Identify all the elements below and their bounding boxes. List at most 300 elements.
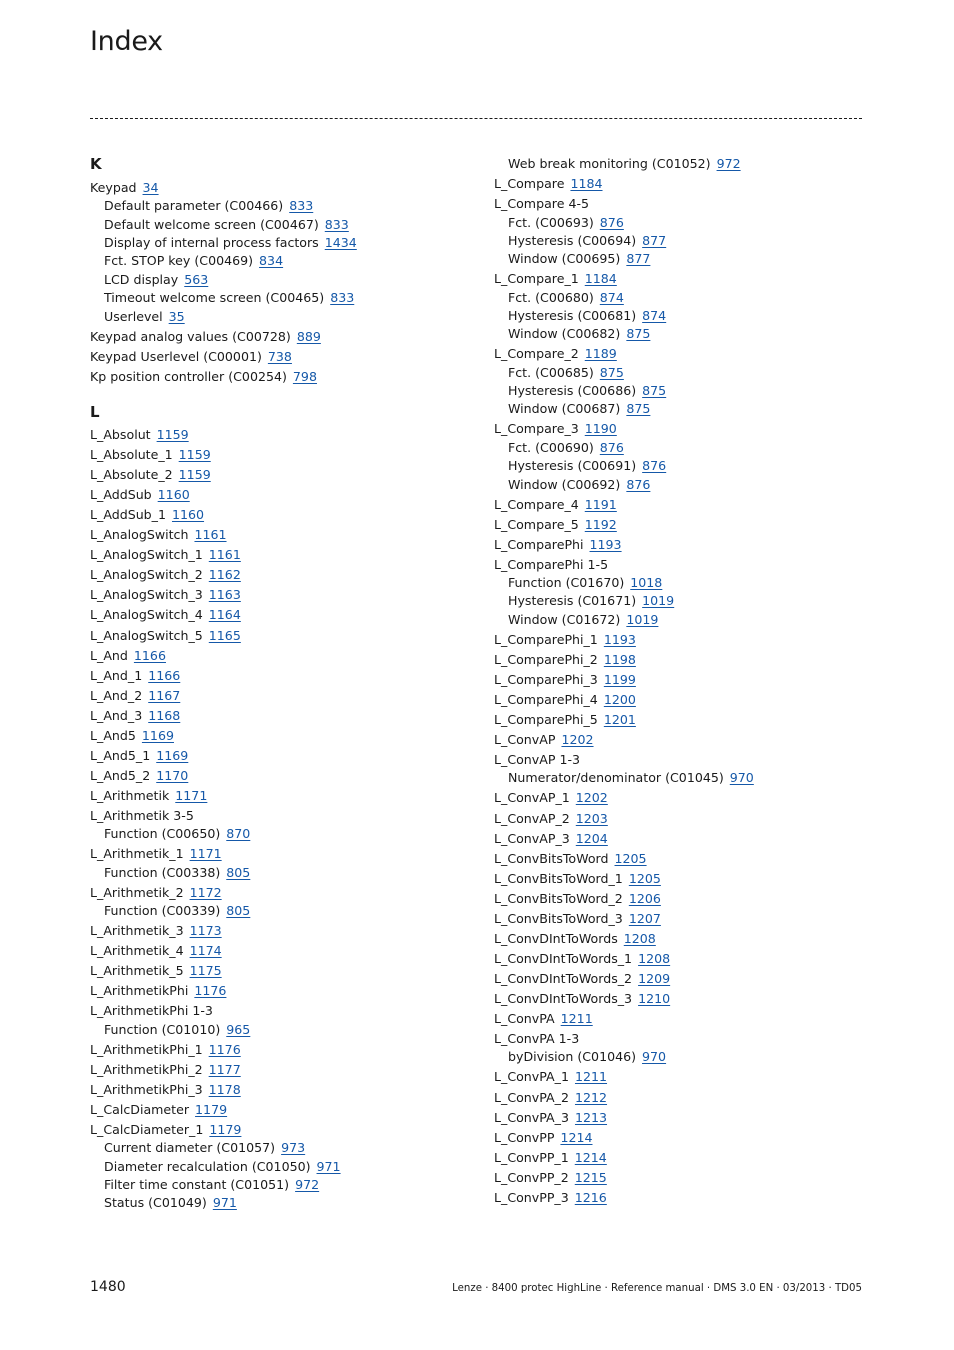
entry-label: L_ArithmetikPhi (90, 983, 189, 999)
entry-label: L_Arithmetik_2 (90, 884, 184, 900)
page-reference-link[interactable]: 1178 (208, 1081, 241, 1097)
index-subentry (508, 476, 650, 494)
index-entry (90, 667, 180, 685)
page-reference-link[interactable]: 1166 (148, 667, 181, 683)
entry-label: L_AnalogSwitch_3 (90, 587, 203, 603)
index-subentry (104, 864, 250, 882)
index-entry (90, 727, 174, 745)
entry-label: Hysteresis (C00694) (508, 232, 637, 248)
index-subentry (508, 457, 666, 475)
index-entry (90, 942, 222, 960)
page-reference-link[interactable]: 876 (642, 458, 667, 474)
page-reference-link[interactable]: 870 (226, 826, 251, 842)
page-reference-link[interactable]: 1215 (574, 1169, 607, 1185)
index-entry (494, 890, 661, 908)
entry-label: L_ConvPA_2 (494, 1089, 569, 1105)
entry-label: L_And_2 (90, 687, 143, 703)
page-reference-link[interactable]: 1205 (628, 870, 661, 886)
index-subentry (508, 382, 666, 400)
index-subentry (508, 289, 624, 307)
entry-label: L_ConvAP_1 (494, 790, 570, 806)
page-reference-link[interactable]: 1200 (603, 691, 636, 707)
index-subentry (508, 214, 624, 232)
page-reference-link[interactable]: 1192 (584, 516, 617, 532)
index-subentry (508, 574, 662, 592)
page-reference-link[interactable]: 1019 (642, 593, 675, 609)
entry-label: L_ConvBitsToWord_1 (494, 870, 623, 886)
entry-label: L_ArithmetikPhi_2 (90, 1061, 203, 1077)
page-reference-link[interactable]: 1172 (189, 884, 222, 900)
page-reference-link[interactable]: 1204 (575, 830, 608, 846)
entry-label: L_And5_2 (90, 767, 151, 783)
page-reference-link[interactable]: 1201 (603, 711, 636, 727)
entry-label: Window (C00687) (508, 401, 621, 417)
index-entry (90, 787, 207, 805)
index-subentry (104, 1139, 305, 1157)
index-entry (90, 426, 189, 444)
index-entry (90, 526, 227, 544)
page-reference-link[interactable]: 1208 (623, 930, 656, 946)
entry-label: L_ConvAP 1-3 (494, 752, 581, 767)
entry-label: L_AddSub (90, 487, 152, 503)
entry-label: L_ArithmetikPhi_1 (90, 1041, 203, 1057)
page-reference-link[interactable]: 35 (168, 308, 185, 324)
index-entry (90, 486, 190, 504)
page-reference-link[interactable]: 833 (330, 290, 355, 306)
index-subentry (104, 252, 283, 270)
entry-label: Numerator/denominator (C01045) (508, 770, 724, 786)
entry-label: Display of internal process factors (104, 235, 319, 250)
page-reference-link[interactable]: 833 (324, 216, 349, 232)
page-reference-link[interactable]: 1176 (194, 983, 227, 999)
entry-label: L_And5 (90, 727, 136, 743)
page-reference-link[interactable]: 1177 (208, 1061, 241, 1077)
index-entry (90, 1121, 241, 1139)
index-subentry (508, 592, 674, 610)
entry-label: Fct. (C00690) (508, 439, 594, 455)
page-reference-link[interactable]: 1190 (584, 421, 617, 437)
page-reference-link[interactable]: 563 (184, 271, 209, 287)
page-reference-link[interactable]: 1198 (603, 651, 636, 667)
page-reference-link[interactable]: 1184 (570, 176, 603, 192)
entry-label: L_ConvDIntToWords (494, 930, 618, 946)
index-subentry (104, 1194, 237, 1212)
index-subentry (104, 902, 250, 920)
page-reference-link[interactable]: 1019 (626, 611, 659, 627)
page-reference-link[interactable]: 877 (642, 232, 667, 248)
page-reference-link[interactable]: 875 (642, 383, 667, 398)
entry-label: Keypad (90, 180, 137, 195)
index-entry (90, 1081, 241, 1099)
page-reference-link[interactable]: 1214 (574, 1149, 607, 1165)
page-reference-link[interactable]: 1205 (614, 850, 647, 866)
index-entry (494, 910, 661, 928)
section-letter-l: L (90, 403, 100, 421)
entry-label: L_CalcDiameter (90, 1101, 190, 1117)
index-entry (90, 506, 204, 524)
entry-label: L_AnalogSwitch_4 (90, 607, 203, 623)
entry-label: L_ConvPA (494, 1011, 555, 1026)
page-reference-link[interactable]: 1211 (574, 1069, 608, 1085)
page-reference-link[interactable]: 1174 (189, 943, 222, 959)
entry-label: L_AnalogSwitch_1 (90, 547, 203, 563)
entry-label: L_ComparePhi_3 (494, 671, 598, 687)
page-reference-link[interactable]: 971 (212, 1195, 237, 1211)
index-entry (494, 671, 636, 689)
page-reference-link[interactable]: 1168 (148, 707, 181, 723)
page-reference-link[interactable]: 1210 (638, 990, 671, 1006)
entry-label: Window (C00692) (508, 476, 621, 492)
entry-label: Fct. (C00685) (508, 364, 594, 380)
page-reference-link[interactable]: 1184 (584, 271, 617, 287)
index-entry (494, 751, 580, 769)
page-reference-link[interactable]: 1212 (574, 1089, 608, 1105)
page-reference-link[interactable]: 1214 (560, 1129, 593, 1145)
entry-label: Function (C00650) (104, 826, 221, 842)
index-entry (494, 345, 617, 363)
index-entry (90, 1061, 241, 1079)
index-subentry (508, 364, 624, 382)
index-subentry (508, 400, 650, 418)
entry-label: L_AnalogSwitch (90, 527, 189, 543)
page-reference-link[interactable]: 834 (259, 253, 284, 269)
entry-label: Hysteresis (C00686) (508, 383, 637, 398)
entry-label: L_Arithmetik_5 (90, 963, 184, 979)
index-entry (90, 446, 211, 464)
index-subentry (508, 307, 666, 325)
index-entry (494, 651, 636, 669)
index-entry (494, 850, 647, 868)
index-entry (494, 1149, 607, 1167)
page-reference-link[interactable]: 798 (292, 368, 317, 384)
entry-label: L_ConvPA 1-3 (494, 1031, 580, 1046)
index-entry (90, 179, 159, 197)
page-reference-link[interactable]: 1193 (589, 536, 622, 552)
index-entry (494, 420, 617, 438)
page-reference-link[interactable]: 1159 (178, 447, 211, 463)
entry-label: Status (C01049) (104, 1195, 207, 1211)
entry-label: Timeout welcome screen (C00465) (104, 290, 325, 306)
entry-label: L_AnalogSwitch_2 (90, 567, 203, 583)
entry-label: Default parameter (C00466) (104, 198, 284, 214)
entry-label: Hysteresis (C00691) (508, 458, 637, 474)
index-entry (494, 1129, 593, 1147)
page-reference-link[interactable]: 1159 (156, 427, 189, 442)
page-reference-link[interactable]: 1175 (189, 963, 222, 979)
index-entry (494, 1089, 607, 1107)
index-entry (494, 691, 636, 709)
index-entry (90, 606, 241, 624)
entry-label: L_ConvAP_3 (494, 830, 570, 846)
index-entry (90, 767, 188, 785)
page-reference-link[interactable]: 1159 (178, 467, 211, 483)
entry-label: L_ConvAP (494, 732, 556, 747)
page-reference-link[interactable]: 738 (267, 348, 292, 364)
index-entry (90, 962, 222, 980)
entry-label: L_Compare_1 (494, 271, 579, 287)
page-reference-link[interactable]: 1161 (194, 527, 227, 543)
index-entry (90, 1041, 241, 1059)
entry-label: Userlevel (104, 308, 163, 324)
index-entry (90, 586, 241, 604)
index-entry (90, 982, 226, 1000)
page-reference-link[interactable]: 805 (226, 864, 251, 880)
entry-label: L_ConvDIntToWords_2 (494, 970, 633, 986)
page-reference-link[interactable]: 1160 (157, 487, 190, 503)
entry-label: Function (C00339) (104, 903, 221, 919)
entry-label: L_ConvPP_2 (494, 1169, 569, 1185)
index-subentry (508, 325, 650, 343)
index-entry (90, 845, 222, 863)
index-entry (90, 922, 222, 940)
page-reference-link[interactable]: 874 (599, 289, 624, 305)
page-reference-link[interactable]: 833 (289, 198, 314, 214)
index-entry (90, 328, 321, 346)
page-reference-link[interactable]: 874 (642, 307, 667, 323)
index-entry (494, 870, 661, 888)
page-reference-link[interactable]: 1161 (208, 547, 241, 563)
entry-label: L_ConvBitsToWord (494, 850, 609, 866)
page-reference-link[interactable]: 1173 (189, 923, 222, 939)
entry-label: L_And (90, 647, 128, 663)
entry-label: Keypad Userlevel (C00001) (90, 348, 262, 364)
entry-label: Window (C01672) (508, 611, 621, 627)
page-reference-link[interactable]: 972 (295, 1177, 320, 1192)
entry-label: L_Arithmetik (90, 787, 170, 803)
page-reference-link[interactable]: 875 (626, 401, 651, 417)
index-entry (494, 810, 608, 828)
index-subentry (104, 1176, 319, 1194)
page-reference-link[interactable]: 805 (226, 903, 251, 919)
index-entry (90, 466, 211, 484)
page-reference-link[interactable]: 965 (226, 1021, 251, 1037)
index-entry (494, 516, 617, 534)
index-entry (90, 647, 166, 665)
index-entry (90, 546, 241, 564)
index-entry (494, 1068, 607, 1086)
entry-label: Function (C01670) (508, 575, 625, 590)
index-entry (494, 1109, 607, 1127)
index-subentry (104, 289, 354, 307)
page-reference-link[interactable]: 1206 (628, 890, 661, 906)
index-entry (90, 747, 188, 765)
page-reference-link[interactable]: 1171 (175, 787, 208, 803)
page-reference-link[interactable]: 1208 (638, 950, 671, 966)
entry-label: L_ConvPP_3 (494, 1189, 569, 1205)
entry-label: Filter time constant (C01051) (104, 1177, 290, 1192)
index-entry (494, 950, 670, 968)
page-reference-link[interactable]: 1166 (133, 647, 166, 663)
entry-label: L_And_1 (90, 667, 143, 683)
index-entry (494, 1189, 607, 1207)
page-reference-link[interactable]: 1176 (208, 1041, 241, 1057)
index-subentry (508, 611, 658, 629)
entry-label: L_Arithmetik_3 (90, 923, 184, 939)
index-entry (494, 930, 656, 948)
index-subentry (508, 769, 754, 787)
page-reference-link[interactable]: 1179 (209, 1121, 242, 1137)
entry-label: L_Absolute_2 (90, 467, 173, 483)
index-subentry (104, 234, 357, 252)
page-reference-link[interactable]: 876 (626, 476, 651, 492)
entry-label: L_ConvPP (494, 1129, 555, 1145)
page-reference-link[interactable]: 1162 (208, 567, 241, 583)
entry-label: L_ConvDIntToWords_3 (494, 990, 633, 1006)
index-subentry (508, 155, 741, 173)
footer-document-info: Lenze · 8400 protec HighLine · Reference manual · DMS 3.0 EN · 03/2013 · TD05 (452, 1283, 862, 1294)
entry-label: L_Compare_3 (494, 421, 579, 437)
entry-label: L_AnalogSwitch_5 (90, 627, 203, 643)
entry-label: L_ComparePhi_2 (494, 651, 598, 667)
index-entry (90, 368, 317, 386)
entry-label: Diameter recalculation (C01050) (104, 1158, 311, 1174)
page-reference-link[interactable]: 1018 (630, 575, 663, 590)
entry-label: L_ArithmetikPhi 1-3 (90, 1003, 213, 1019)
entry-label: L_ConvPA_1 (494, 1069, 569, 1085)
entry-label: L_CalcDiameter_1 (90, 1121, 204, 1137)
entry-label: L_ConvAP_2 (494, 810, 570, 826)
index-subentry (104, 216, 349, 234)
page-reference-link[interactable]: 1191 (584, 496, 617, 512)
entry-label: L_ArithmetikPhi_3 (90, 1081, 203, 1097)
page-reference-link[interactable]: 1179 (195, 1101, 228, 1117)
index-subentry (104, 1021, 250, 1039)
page-reference-link[interactable]: 1211 (560, 1011, 593, 1026)
index-entry (494, 731, 594, 749)
entry-label: Hysteresis (C01671) (508, 593, 637, 609)
entry-label: Hysteresis (C00681) (508, 307, 637, 323)
entry-label: Fct. STOP key (C00469) (104, 253, 254, 269)
entry-label: Window (C00682) (508, 326, 621, 342)
entry-label: L_ComparePhi (494, 536, 584, 552)
index-subentry (508, 250, 650, 268)
index-subentry (508, 232, 666, 250)
entry-label: Function (C01010) (104, 1021, 221, 1037)
index-entry (494, 830, 608, 848)
entry-label: L_ConvDIntToWords_1 (494, 950, 633, 966)
entry-label: L_Arithmetik_1 (90, 846, 184, 862)
page-number: 1480 (90, 1279, 126, 1295)
index-entry (494, 496, 617, 514)
index-entry (494, 711, 636, 729)
entry-label: Function (C00338) (104, 864, 221, 880)
page-reference-link[interactable]: 1163 (208, 587, 241, 603)
index-entry (90, 687, 180, 705)
page-reference-link[interactable]: 1202 (575, 790, 608, 806)
page-reference-link[interactable]: 1160 (171, 507, 205, 523)
page-title: Index (90, 26, 163, 57)
entry-label: L_Absolut (90, 427, 151, 442)
index-subentry (104, 308, 185, 326)
page-reference-link[interactable]: 1203 (575, 810, 608, 826)
page-reference-link[interactable]: 1169 (141, 727, 174, 743)
entry-label: L_ConvPP_1 (494, 1149, 569, 1165)
page-reference-link[interactable]: 1165 (208, 627, 241, 643)
index-subentry (508, 1048, 666, 1066)
index-entry (494, 1010, 593, 1028)
entry-label: byDivision (C01046) (508, 1049, 637, 1065)
header-divider (90, 118, 862, 119)
entry-label: L_Compare_4 (494, 496, 579, 512)
index-entry (494, 1030, 579, 1048)
entry-label: Fct. (C00693) (508, 214, 594, 230)
entry-label: LCD display (104, 271, 179, 287)
index-entry (494, 1169, 607, 1187)
page-reference-link[interactable]: 1164 (208, 607, 241, 623)
index-entry (494, 631, 636, 649)
entry-label: L_ComparePhi_1 (494, 631, 598, 647)
index-entry (494, 536, 622, 554)
entry-label: L_And_3 (90, 707, 143, 723)
page-reference-link[interactable]: 1199 (603, 671, 636, 687)
entry-label: L_ComparePhi_4 (494, 691, 598, 707)
page-reference-link[interactable]: 1434 (324, 235, 357, 250)
page-reference-link[interactable]: 877 (626, 251, 651, 267)
entry-label: L_Arithmetik_4 (90, 943, 184, 959)
page-reference-link[interactable]: 1167 (148, 687, 181, 703)
entry-label: Window (C00695) (508, 251, 621, 267)
page-reference-link[interactable]: 1171 (189, 846, 222, 862)
page-reference-link[interactable]: 876 (599, 439, 624, 455)
page-reference-link[interactable]: 875 (626, 326, 651, 342)
section-letter-k: K (90, 155, 102, 173)
entry-label: L_And5_1 (90, 747, 151, 763)
entry-label: Web break monitoring (C01052) (508, 156, 711, 171)
index-entry (90, 566, 241, 584)
page-reference-link[interactable]: 973 (281, 1140, 306, 1156)
entry-label: L_Arithmetik 3-5 (90, 807, 194, 823)
index-entry (494, 789, 608, 807)
page-reference-link[interactable]: 970 (729, 770, 754, 786)
page-reference-link[interactable]: 1207 (628, 910, 661, 926)
index-subentry (104, 271, 208, 289)
index-entry (90, 1101, 227, 1119)
index-entry (494, 195, 589, 213)
page-reference-link[interactable]: 875 (599, 364, 624, 380)
index-entry (90, 807, 194, 825)
entry-label: Default welcome screen (C00467) (104, 216, 319, 232)
page-reference-link[interactable]: 1213 (574, 1109, 608, 1125)
entry-label: L_Absolute_1 (90, 447, 173, 463)
entry-label: Fct. (C00680) (508, 289, 594, 305)
page-reference-link[interactable]: 1202 (561, 732, 594, 747)
page-reference-link[interactable]: 971 (316, 1158, 341, 1174)
entry-label: Current diameter (C01057) (104, 1140, 276, 1156)
entry-label: L_ComparePhi_5 (494, 711, 598, 727)
entry-label: L_Compare 4-5 (494, 196, 590, 212)
page-reference-link[interactable]: 1193 (603, 631, 636, 647)
page-reference-link[interactable]: 1209 (638, 970, 671, 986)
entry-label: L_ConvPA_3 (494, 1109, 569, 1125)
page-reference-link[interactable]: 970 (642, 1049, 667, 1065)
index-entry (90, 707, 180, 725)
index-subentry (104, 197, 313, 215)
page-reference-link[interactable]: 1170 (156, 767, 189, 783)
page-reference-link[interactable]: 889 (296, 328, 321, 344)
index-entry (494, 175, 603, 193)
page-reference-link[interactable]: 34 (142, 180, 159, 195)
entry-label: L_ComparePhi 1-5 (494, 556, 609, 572)
entry-label: Keypad analog values (C00728) (90, 328, 291, 344)
entry-label: L_Compare_5 (494, 516, 579, 532)
page-reference-link[interactable]: 876 (599, 214, 624, 230)
entry-label: L_ConvBitsToWord_3 (494, 910, 623, 926)
page-reference-link[interactable]: 972 (716, 156, 741, 171)
entry-label: L_AddSub_1 (90, 507, 166, 523)
page-reference-link[interactable]: 1216 (574, 1189, 607, 1205)
page-reference-link[interactable]: 1169 (156, 747, 189, 763)
page-reference-link[interactable]: 1189 (584, 346, 617, 362)
